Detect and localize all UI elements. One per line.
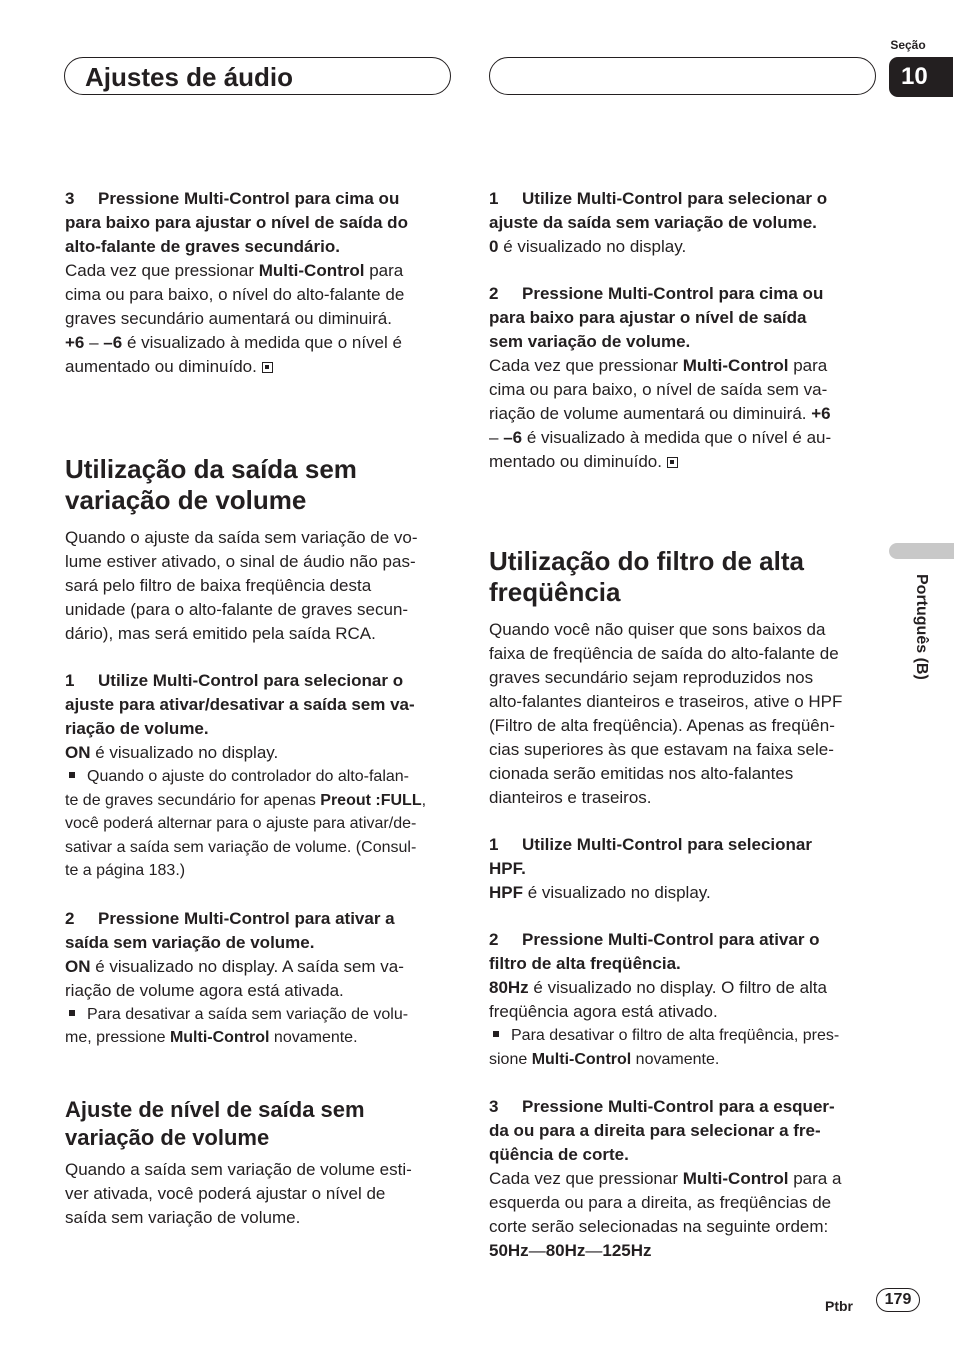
body-line: dário), mas será emitido pela saída RCA. [65, 624, 376, 643]
right-column [489, 187, 877, 1263]
body-line: graves secundário sejam reproduzidos nos [489, 668, 814, 687]
step-heading: 1 Utilize Multi-Control para selecionar o [65, 671, 404, 690]
body-line: Quando a saída sem variação de volume esti- [65, 1159, 412, 1179]
body-line: (Filtro de alta freqüência). Apenas as freqüên- [489, 716, 835, 735]
body-line: freqüência agora está ativado. [489, 1002, 718, 1021]
step-heading: 2 Pressione Multi-Control para ativar a [65, 908, 395, 928]
language-tab-marker [889, 543, 954, 559]
body-line: cima ou para baixo, o nível do alto-falante de [65, 285, 405, 304]
header-blank-box [489, 57, 876, 95]
language-tab-label: Português (B) [913, 574, 930, 680]
body-line: Cada vez que pressionar Multi-Control para [489, 356, 828, 375]
section-label: Seção [890, 38, 926, 52]
body-line: lume estiver ativado, o sinal de áudio não pas- [65, 552, 416, 571]
step-heading-line: saída sem variação de volume. [65, 932, 315, 952]
header-title-box [64, 57, 451, 95]
body-line: Cada vez que pressionar Multi-Control para [65, 261, 404, 280]
section-number: 10 [901, 63, 928, 90]
step-heading-line: da ou para a direita para selecionar a fre- [489, 1121, 821, 1140]
step-heading: 1 Utilize Multi-Control para selecionar o [489, 189, 828, 208]
body-line: sará pelo filtro de baixa freqüência desta [65, 576, 372, 595]
body-line: 0 é visualizado no display. [489, 237, 687, 256]
body-line: aumentado ou diminuído. [65, 355, 453, 379]
section-heading: Utilização da saída sem [65, 454, 357, 484]
step-heading: 3 Pressione Multi-Control para a esquer- [489, 1097, 835, 1116]
section-heading-line: freqüência [489, 577, 621, 607]
step-heading-line: HPF. [489, 859, 526, 878]
left-column [65, 187, 453, 1230]
note-line: você poderá alternar para o ajuste para ativar/de- [65, 815, 417, 832]
body-line: +6 – –6 é visualizado à medida que o nível é [65, 333, 402, 352]
body-line: Cada vez que pressionar Multi-Control para a [489, 1169, 842, 1188]
section-number-badge [889, 57, 953, 97]
note-line: me, pressione Multi-Control novamente. [65, 1029, 358, 1046]
section-heading: Utilização do filtro de alta [489, 546, 804, 576]
body-line: Quando você não quiser que sons baixos da [489, 620, 826, 639]
body-line: 80Hz é visualizado no display. O filtro de alta [489, 978, 827, 997]
body-line: cionada serão emitidas nos alto-falantes [489, 764, 794, 783]
step-heading-line: filtro de alta freqüência. [489, 954, 681, 973]
step-heading-line: ajuste da saída sem variação de volume. [489, 213, 817, 232]
note-line: Quando o ajuste do controlador do alto-falan- [65, 765, 453, 789]
note-line: sione Multi-Control novamente. [489, 1050, 720, 1068]
step-heading: 2 Pressione Multi-Control para cima ou [489, 284, 824, 303]
note-line: Para desativar o filtro de alta freqüência, pres- [489, 1024, 877, 1048]
body-line: riação de volume aumentará ou diminuirá. +6 [489, 404, 831, 423]
step-heading: 3 Pressione Multi-Control para cima ou [65, 189, 400, 208]
body-line: Quando o ajuste da saída sem variação de vo- [65, 528, 418, 547]
step-heading-line: alto-falante de graves secundário. [65, 237, 340, 256]
subsection-heading: Ajuste de nível de saída sem [65, 1096, 365, 1122]
body-line: cias superiores às que estavam na faixa sele- [489, 740, 834, 759]
note-line: sativar a saída sem variação de volume. (Consul- [65, 838, 417, 856]
frequency-order: 50Hz—80Hz—125Hz [489, 1241, 652, 1260]
step-heading-line: ajuste para ativar/desativar a saída sem va- [65, 695, 415, 714]
subsection-heading-line: variação de volume [65, 1124, 270, 1150]
end-of-section-icon [262, 362, 273, 373]
step-heading: 1 Utilize Multi-Control para selecionar [489, 835, 812, 854]
body-line: alto-falantes dianteiros e traseiros, ative o HPF [489, 692, 843, 711]
page-title: Ajustes de áudio [85, 62, 294, 92]
body-line: ver ativada, você poderá ajustar o nível de [65, 1183, 386, 1203]
body-line: mentado ou diminuído. [489, 450, 877, 474]
step-heading-line: para baixo para ajustar o nível de saída do [65, 213, 408, 232]
body-line: – –6 é visualizado à medida que o nível é au- [489, 428, 832, 447]
language-code: Ptbr [825, 1298, 853, 1314]
note-line: te de graves secundário for apenas Preout :FULL, [65, 791, 427, 809]
note-line: te a página 183.) [65, 862, 186, 879]
body-line: corte serão selecionadas na seguinte ordem: [489, 1217, 829, 1236]
step-heading-line: riação de volume. [65, 719, 209, 738]
bullet-square-icon [69, 772, 75, 778]
section-heading-line: variação de volume [65, 485, 307, 515]
body-line: unidade (para o alto-falante de graves secun- [65, 600, 409, 619]
body-line: cima ou para baixo, o nível de saída sem va- [489, 380, 828, 399]
body-line: HPF é visualizado no display. [489, 883, 711, 902]
body-line: dianteiros e traseiros. [489, 788, 652, 807]
step-heading-line: para baixo para ajustar o nível de saída [489, 308, 807, 327]
body-line: graves secundário aumentará ou diminuirá. [65, 309, 392, 328]
body-line: riação de volume agora está ativada. [65, 980, 344, 1000]
end-of-section-icon [667, 457, 678, 468]
bullet-square-icon [69, 1010, 75, 1016]
body-line: saída sem variação de volume. [65, 1207, 301, 1227]
bullet-square-icon [493, 1031, 499, 1037]
note-line: Para desativar a saída sem variação de volu- [65, 1003, 453, 1027]
page-number: 179 [876, 1288, 920, 1312]
body-line: esquerda ou para a direita, as freqüências de [489, 1193, 832, 1212]
step-heading-line: sem variação de volume. [489, 332, 691, 351]
body-line: faixa de freqüência de saída do alto-falante de [489, 644, 839, 663]
body-line: ON é visualizado no display. A saída sem va- [65, 956, 404, 976]
step-heading-line: qüência de corte. [489, 1145, 629, 1164]
step-heading: 2 Pressione Multi-Control para ativar o [489, 930, 820, 949]
body-line: ON é visualizado no display. [65, 743, 279, 762]
